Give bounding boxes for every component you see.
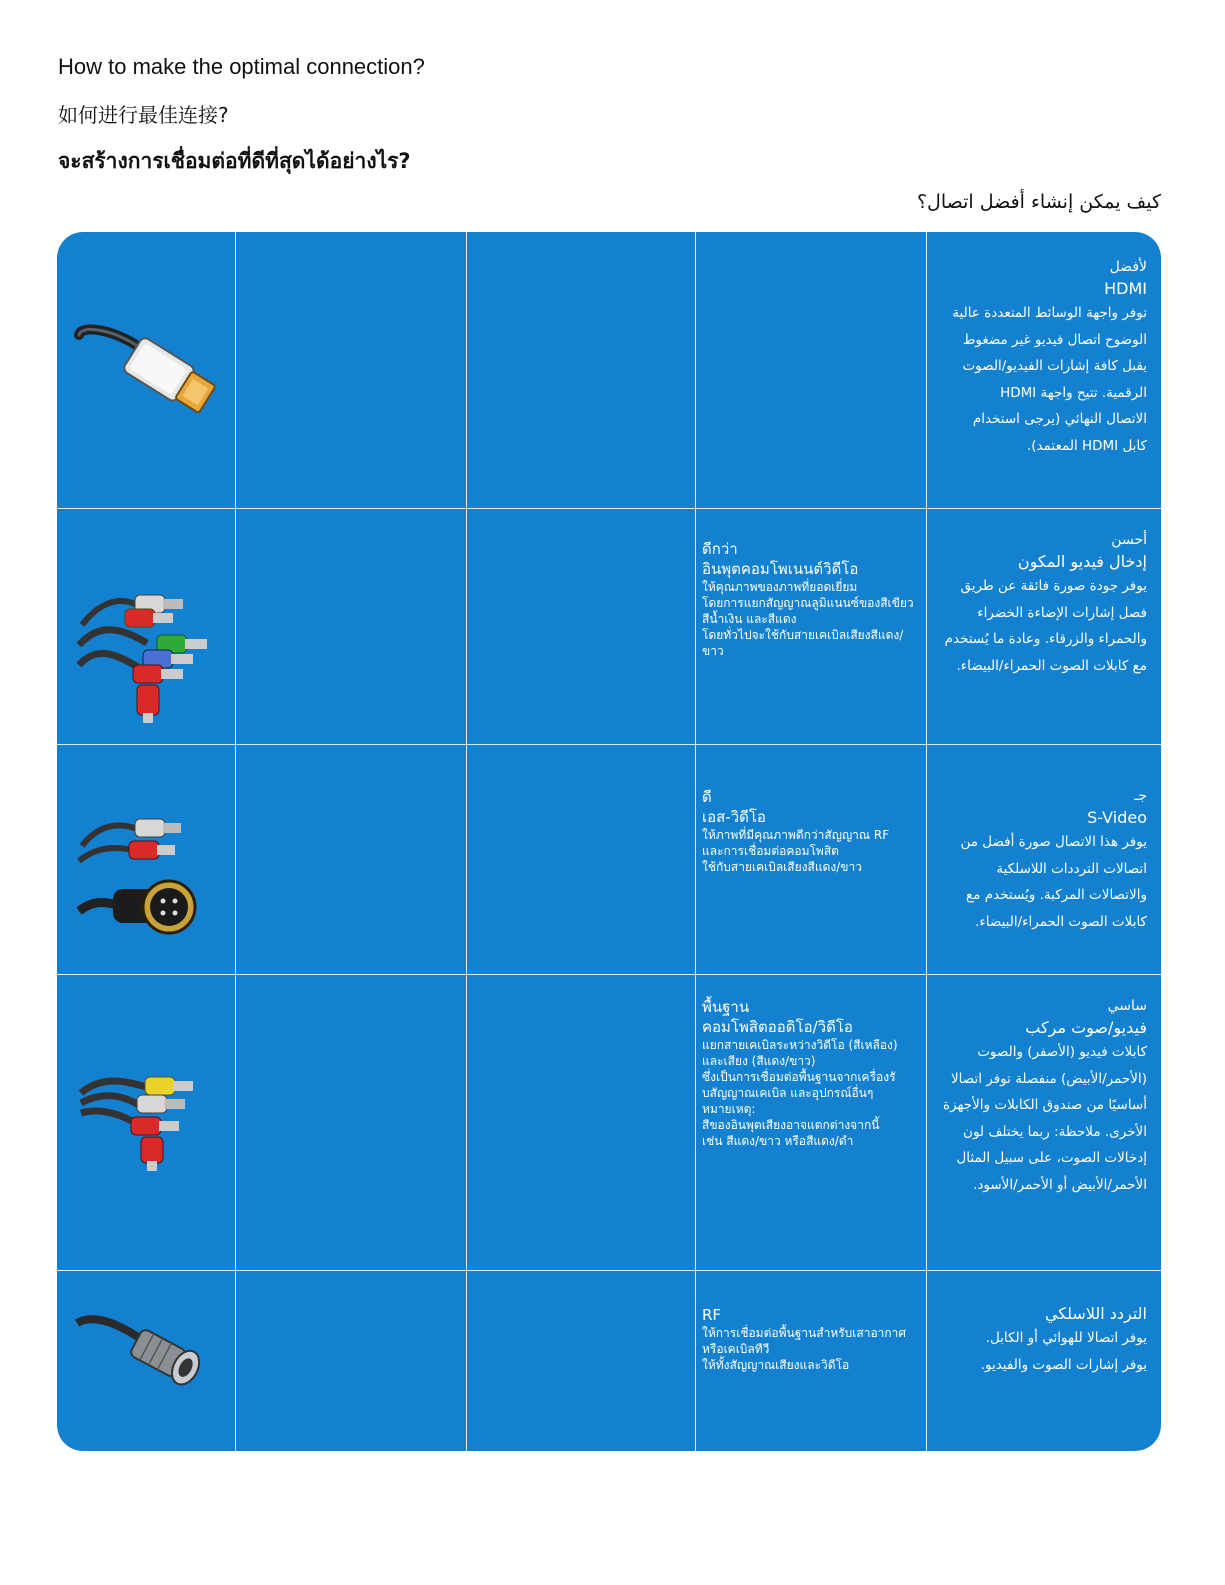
connector-cell bbox=[57, 975, 235, 1270]
composite-av-cable-icon bbox=[79, 1063, 229, 1173]
connection-name: เอส-วิดีโอ bbox=[702, 808, 766, 826]
arabic-description bbox=[925, 995, 1147, 1198]
connector-cell bbox=[57, 232, 235, 508]
connector-cell bbox=[57, 509, 235, 744]
connector-cell bbox=[57, 745, 235, 974]
thai-description bbox=[702, 539, 924, 659]
arabic-description bbox=[925, 785, 1147, 935]
title-thai: จะสร้างการเชื่อมต่อที่ดีที่สุดได้อย่างไร? bbox=[58, 149, 411, 173]
connection-description: ให้ภาพที่มีคุณภาพดีกว่าสัญญาณ RF และการเชื่อมต่อคอมโพสิต ใช้กับสายเคเบิลเสียงสีแดง/ขาว bbox=[702, 828, 890, 874]
connection-description: يوفر اتصالا للهوائي أو الكابل. يوفر إشارات الصوت والفيديو. bbox=[980, 1330, 1147, 1373]
connection-description: ให้คุณภาพของภาพที่ยอดเยี่ยม โดยการแยกสัญญาณลูมิแนนซ์ของสีเขียว สีน้ำเงิน และสีแดง โดยทั่วไปจะใช้กับสายเคเบิลเสียงสีแดง/ ขาว bbox=[702, 580, 914, 658]
table-row-rf bbox=[57, 1271, 1161, 1451]
rating-label: جـ bbox=[1134, 788, 1147, 804]
thai-description bbox=[702, 787, 924, 875]
rating-label: أحسن bbox=[1111, 532, 1147, 548]
connection-name: إدخال فيديو المكون bbox=[1017, 552, 1147, 571]
s-video-cable-icon bbox=[77, 801, 227, 941]
arabic-description bbox=[925, 1303, 1147, 1378]
connection-description: يوفر هذا الاتصال صورة أفضل من اتصالات الترددات اللاسلكية والاتصالات المركبة. ويُستخدم مع كابلات الصوت الحمراء/البيضاء. bbox=[960, 834, 1147, 930]
arabic-description bbox=[925, 256, 1147, 459]
rating-label: ดี bbox=[702, 788, 712, 806]
title-english: How to make the optimal connection? bbox=[58, 54, 425, 79]
table-row-composite bbox=[57, 975, 1161, 1270]
rating-label: لأفضل bbox=[1109, 259, 1147, 275]
connection-name: คอมโพสิตออดิโอ/วิดีโอ bbox=[702, 1018, 853, 1036]
rating-label: ساسي bbox=[1107, 998, 1147, 1014]
connection-name: S-Video bbox=[1087, 808, 1147, 827]
connection-name: อินพุตคอมโพเนนต์วิดีโอ bbox=[702, 560, 859, 578]
table-row-component bbox=[57, 509, 1161, 744]
connection-description: توفر واجهة الوسائط المتعددة عالية الوضوح اتصال فيديو غير مضغوط يقبل كافة إشارات الفيديو/الصوت الرقمية. تتيح واجهة HDMI الاتصال النهائي (يرجى استخدام كابل HDMI المعتمد). bbox=[952, 305, 1147, 454]
rating-label: ดีกว่า bbox=[702, 540, 738, 558]
connection-description: يوفر جودة صورة فائقة عن طريق فصل إشارات الإضاءة الخضراء والحمراء والزرقاء. وعادة ما يُستخدم مع كابلات الصوت الحمراء/البيضاء. bbox=[944, 578, 1147, 674]
title-chinese: 如何进行最佳连接? bbox=[58, 103, 229, 127]
rf-coaxial-cable-icon bbox=[71, 1311, 221, 1401]
rating-label: พื้นฐาน bbox=[702, 998, 750, 1016]
component-video-cable-icon bbox=[77, 565, 227, 725]
connection-description: ให้การเชื่อมต่อพื้นฐานสำหรับเสาอากาศ หรือเคเบิลทีวี ให้ทั้งสัญญาณเสียงและวิดีโอ bbox=[702, 1326, 907, 1372]
table-row-hdmi bbox=[57, 232, 1161, 508]
connection-name: HDMI bbox=[1104, 279, 1147, 298]
thai-description bbox=[702, 997, 924, 1149]
connection-name: RF bbox=[702, 1306, 722, 1324]
connector-cell bbox=[57, 1271, 235, 1451]
connection-table bbox=[57, 232, 1161, 1451]
connection-name: التردد اللاسلكي bbox=[1044, 1304, 1147, 1323]
connection-description: كابلات فيديو (الأصفر) والصوت (الأحمر/الأبيض) منفصلة توفر اتصالا أساسيًا من صندوق الكابلات والأجهزة الأخرى. ملاحظة: ربما يختلف لون إدخالات الصوت، على سبيل المثال الأحمر/الأبيض أو الأحمر/الأسود. bbox=[943, 1044, 1147, 1193]
title-arabic: كيف يمكن إنشاء أفضل اتصال؟ bbox=[916, 191, 1161, 213]
connection-description: แยกสายเคเบิลระหว่างวิดีโอ (สีเหลือง) และเสียง (สีแดง/ขาว) ซึ่งเป็นการเชื่อมต่อพื้นฐานจากเครื่องรั บสัญญาณเคเบิล และอุปกรณ์อื่นๆ หมายเหตุ: สีของอินพุตเสียงอาจแตกต่างจากนี้ เช่น สีแดง/ขาว หรือสีแดง/ดำ bbox=[702, 1038, 898, 1148]
connection-name: فيديو/صوت مركب bbox=[1025, 1018, 1147, 1037]
hdmi-cable-icon bbox=[71, 320, 221, 430]
arabic-description bbox=[925, 529, 1147, 679]
table-row-s-video bbox=[57, 745, 1161, 974]
thai-description bbox=[702, 1305, 924, 1373]
